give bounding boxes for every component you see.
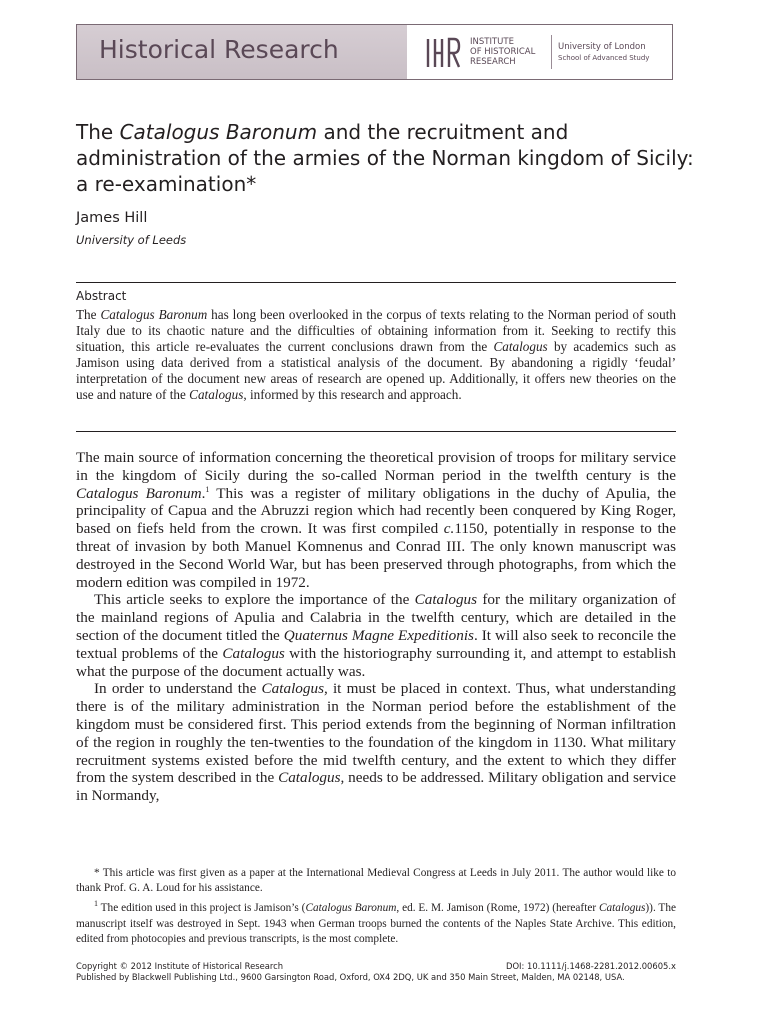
author-affiliation: University of Leeds [76, 233, 187, 247]
publisher-info: Published by Blackwell Publishing Ltd., 9600 Garsington Road, Oxford, OX4 2DQ, UK and 350 Main Street, Malden, MA 02148, USA. [76, 971, 625, 982]
article-title: The Catalogus Baronum and the recruitment and administration of the armies of the Norman kingdom of Sicily: a re-examination* [76, 120, 694, 196]
abstract-heading: Abstract [76, 289, 127, 303]
journal-title-block [77, 25, 407, 79]
footnotes [76, 866, 676, 952]
page-footer [76, 961, 676, 982]
footnote-ref-1[interactable]: 1 [205, 484, 210, 494]
author-name: James Hill [76, 210, 148, 226]
abstract-text: The Catalogus Baronum has long been overlooked in the corpus of texts relating to the Norman period of south Italy due to its chaotic nature and the difficulties of obtaining information from it. Seeking to rectify this situation, this article re-evaluates the current conclusions drawn from the Catalogus by academics such as Jamison using data derived from a statistical analysis of the document. By abandoning a rigidly ‘feudal’ interpretation of the document new areas of research are opened up. Additionally, it offers new theories on the use and nature of the Catalogus, informed by this research and approach. [76, 307, 676, 403]
university-name: University of London School of Advanced Study [558, 42, 650, 62]
body-paragraph: The main source of information concerning the theoretical provision of troops for military service in the kingdom of Sicily during the so-called Norman period in the twelfth century is the Catalogus Baronum.$^1$ This was a register of military obligations in the duchy of Apulia, the principality of Capua and the Abruzzi region which had recently been conquered by King Roger, based on fiefs held from the crown. It was first compiled c.1150, potentially in response to the threat of invasion by both Manuel Komnenus and Conrad III. The only known manuscript was destroyed in the Second World War, but has been preserved through photographs, from which the modern edition was compiled in 1972. [76, 449, 677, 591]
journal-banner [76, 24, 673, 80]
copyright-notice: Copyright © 2012 Institute of Historical Research [76, 961, 284, 971]
body-paragraph: In order to understand the Catalogus, it must be placed in context. Thus, what understanding there is of the military administration in the Norman period before the establishment of the kingdom must be considered first. This period extends from the beginning of Norman infiltration of the region in roughly the ten-twenties to the foundation of the kingdom in 1130. What military recruitment systems existed before the mid twelfth century, and the extent to which they differ from the system described in the Catalogus, needs to be addressed. Military obligation and service in Normandy, [76, 680, 677, 805]
abstract-bottom-rule [76, 431, 676, 432]
abstract-top-rule [76, 282, 676, 283]
banner-divider [551, 35, 552, 69]
journal-title: Historical Research [99, 35, 339, 64]
article-body [76, 449, 676, 805]
ihr-name: INSTITUTE OF HISTORICAL RESEARCH [470, 37, 536, 67]
footnote-star: * This article was first given as a paper at the International Medieval Congress at Leeds in July 2011. The author would like to thank Prof. G. A. Loud for his assistance. [76, 867, 676, 895]
footnote-1: $^1$ The edition used in this project is Jamison’s (Catalogus Baronum, ed. E. M. Jamison (Rome, 1972) (hereafter Catalogus)). The manuscript itself was destroyed in Sept. 1943 when German troops burned the contents of the Naples State Archive. This edition, edited from photocopies and previous transcripts, is the most complete. [76, 899, 676, 945]
ihr-logo-icon [425, 33, 461, 71]
body-paragraph: This article seeks to explore the importance of the Catalogus for the military organization of the mainland regions of Apulia and Calabria in the twelfth century, which are detailed in the section of the document titled the Quaternus Magne Expeditionis. It will also seek to reconcile the textual problems of the Catalogus with the historiography surrounding it, and attempt to establish what the purpose of the document actually was. [76, 591, 676, 680]
doi-link[interactable]: DOI: 10.1111/j.1468-2281.2012.00605.x [506, 961, 676, 971]
